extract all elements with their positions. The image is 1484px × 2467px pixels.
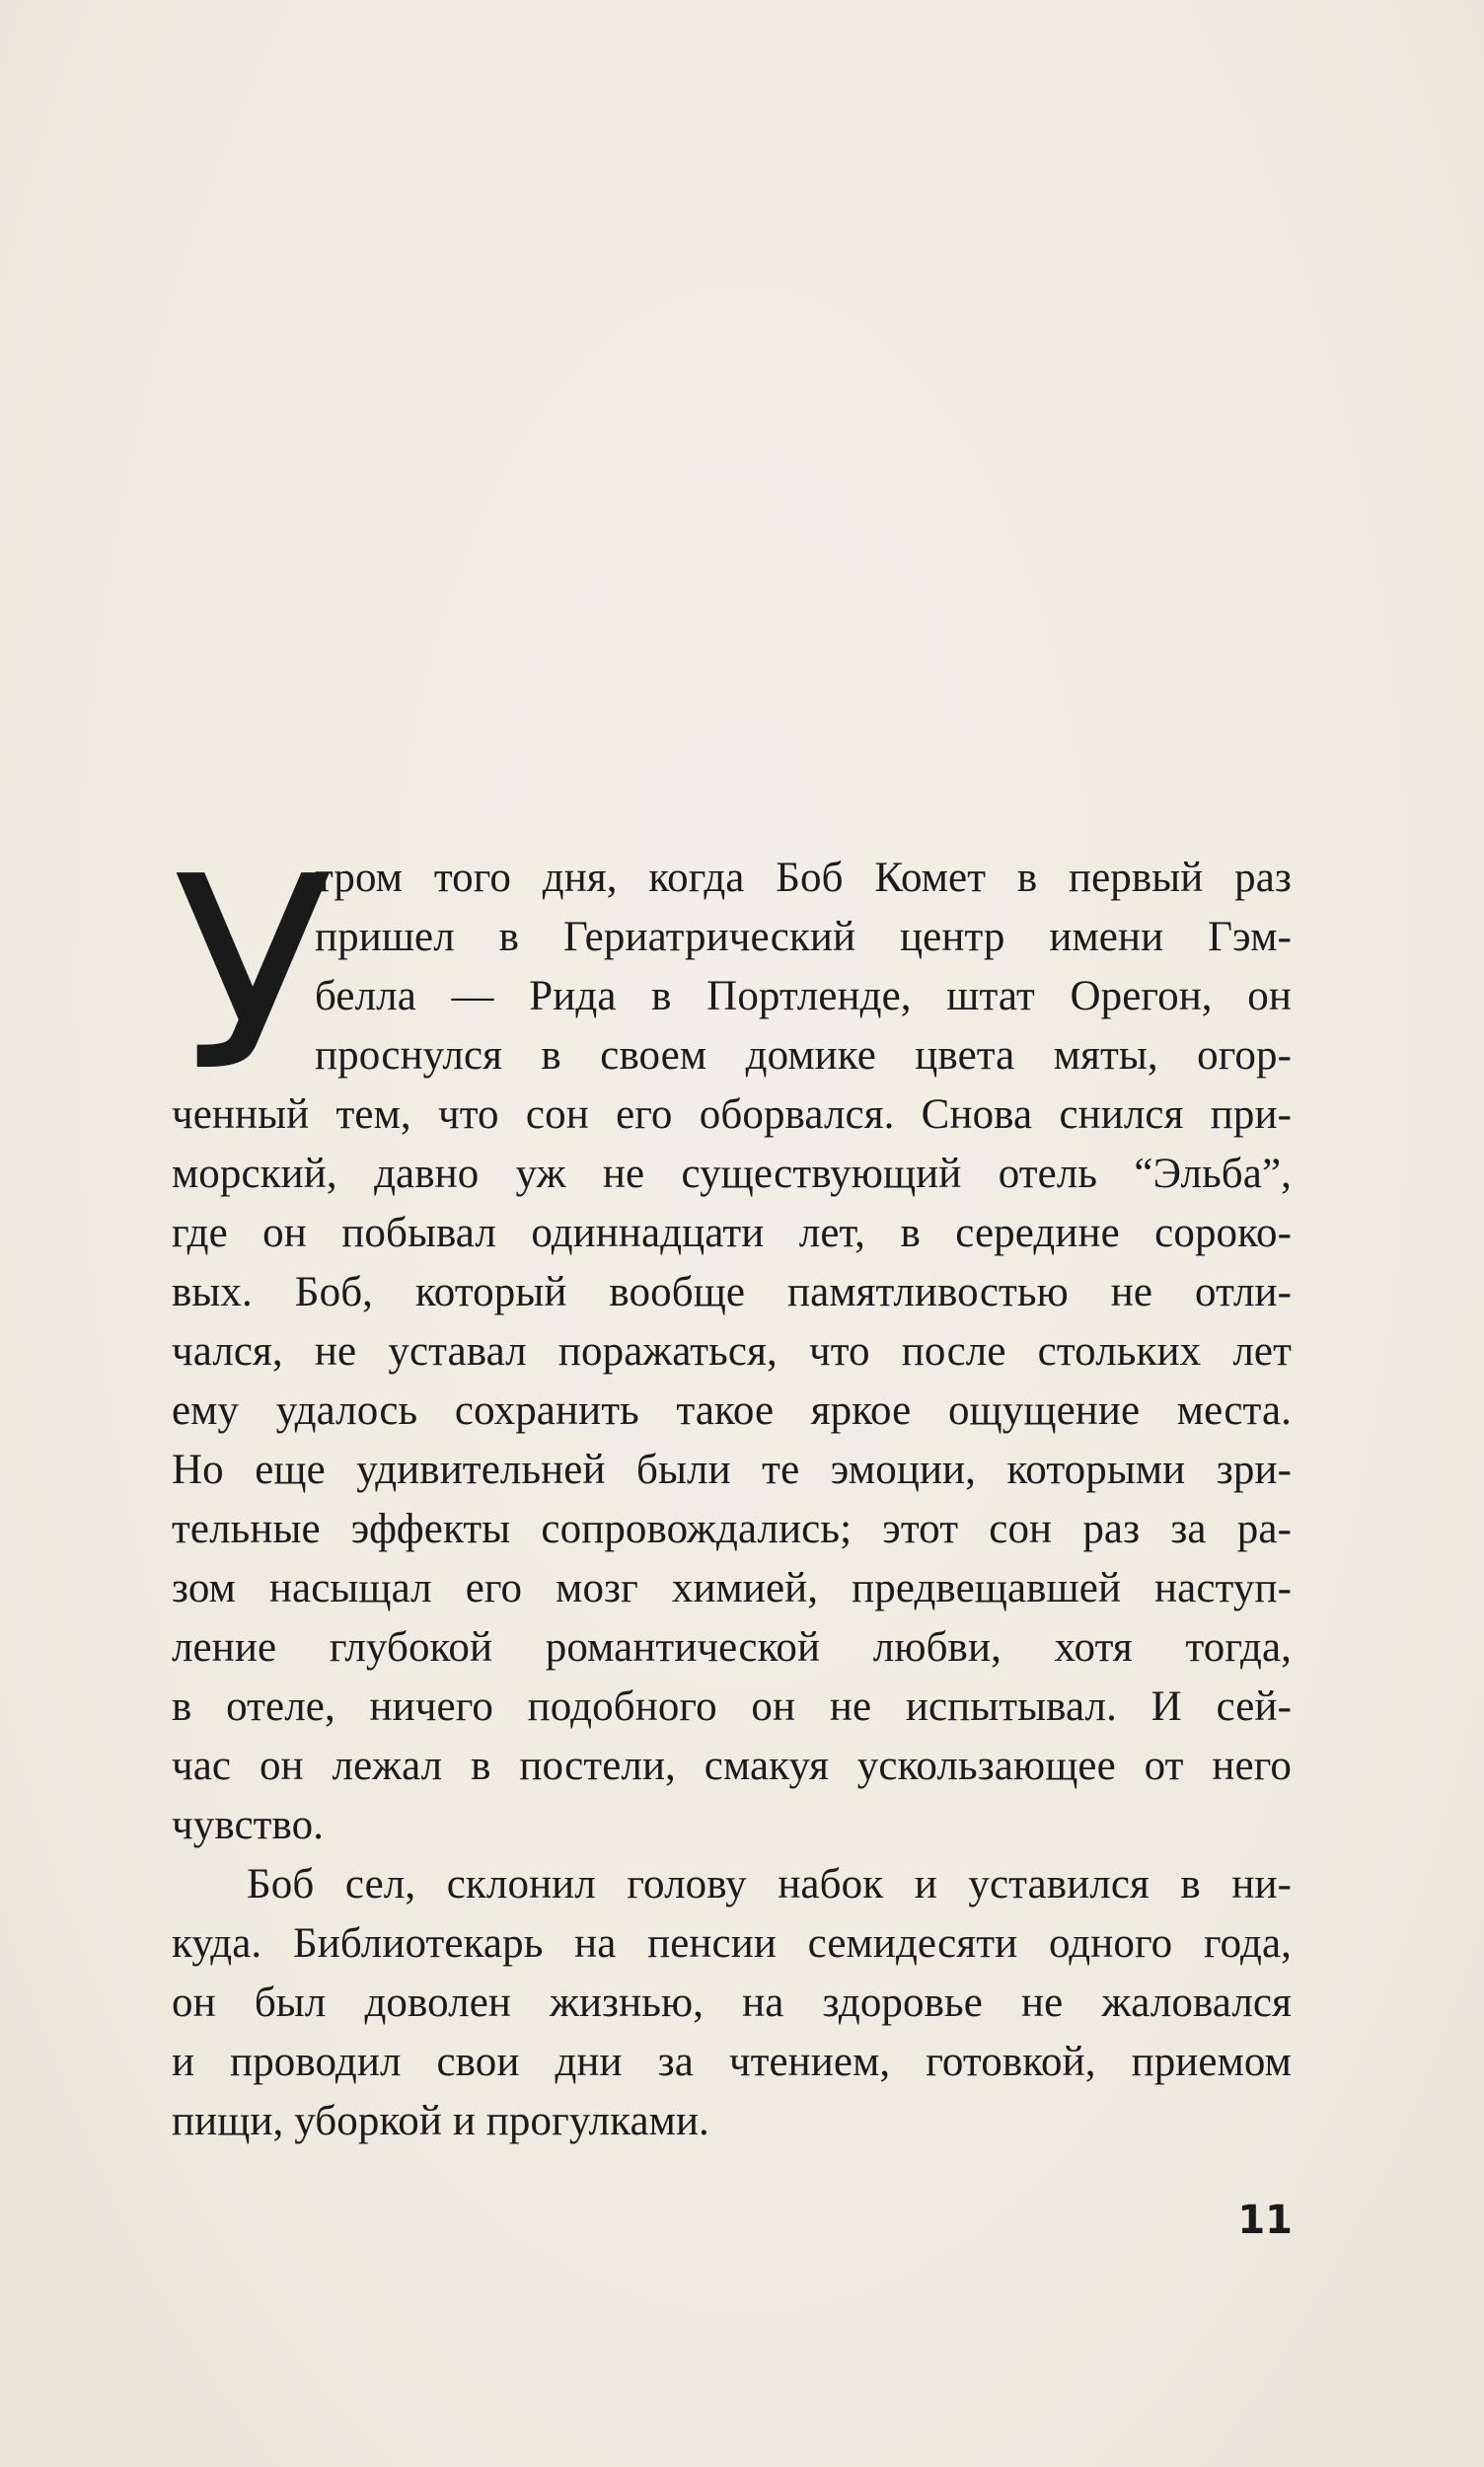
page-number: 11 <box>1237 2198 1293 2243</box>
text-line: чувство. <box>172 1802 325 1848</box>
text-line: зом насыщал его мозг химией, предвещавшей наступ- <box>172 1565 1292 1611</box>
text-line: морский, давно уж не существующий отель “Эльба”, <box>172 1151 1292 1197</box>
text-line: проснулся в своем домике цвета мяты, огор- <box>315 1032 1292 1079</box>
text-line: ему удалось сохранить такое яркое ощущение места. <box>172 1387 1292 1434</box>
text-line: чался, не уставал поражаться, что после стольких лет <box>172 1328 1292 1375</box>
paragraph-1 <box>172 819 1292 1855</box>
text-line: белла — Рида в Портленде, штат Орегон, он <box>315 973 1292 1019</box>
text-line: пищи, уборкой и прогулками. <box>172 2098 709 2144</box>
text-line: и проводил свои дни за чтением, готовкой, приемом <box>172 2039 1292 2085</box>
text-line: ченный тем, что сон его оборвался. Снова снился при- <box>172 1091 1292 1138</box>
text-line: вых. Боб, который вообще памятливостью не отли- <box>172 1269 1292 1315</box>
body-text <box>172 819 1292 2151</box>
paragraph-2 <box>172 1855 1292 2151</box>
text-line: тром того дня, когда Боб Комет в первый раз <box>315 855 1292 901</box>
text-line: час он лежал в постели, смакуя ускользающее от него <box>172 1743 1292 1789</box>
drop-cap: У <box>172 819 334 1130</box>
text-line: в отеле, ничего подобного он не испытывал. И сей- <box>172 1683 1292 1730</box>
text-line: ление глубокой романтической любви, хотя тогда, <box>172 1624 1292 1671</box>
text-line: он был доволен жизнью, на здоровье не жаловался <box>172 1980 1292 2026</box>
text-line: куда. Библиотекарь на пенсии семидесяти одного года, <box>172 1920 1292 1967</box>
text-line: где он побывал одиннадцати лет, в середине сороко- <box>172 1210 1292 1256</box>
text-line: тельные эффекты сопровождались; этот сон раз за ра- <box>172 1506 1292 1552</box>
text-line: Но еще удивительней были те эмоции, которыми зри- <box>172 1447 1292 1493</box>
text-line: Боб сел, склонил голову набок и уставился в ни- <box>247 1861 1292 1907</box>
text-line: пришел в Гериатрический центр имени Гэм- <box>315 914 1292 960</box>
